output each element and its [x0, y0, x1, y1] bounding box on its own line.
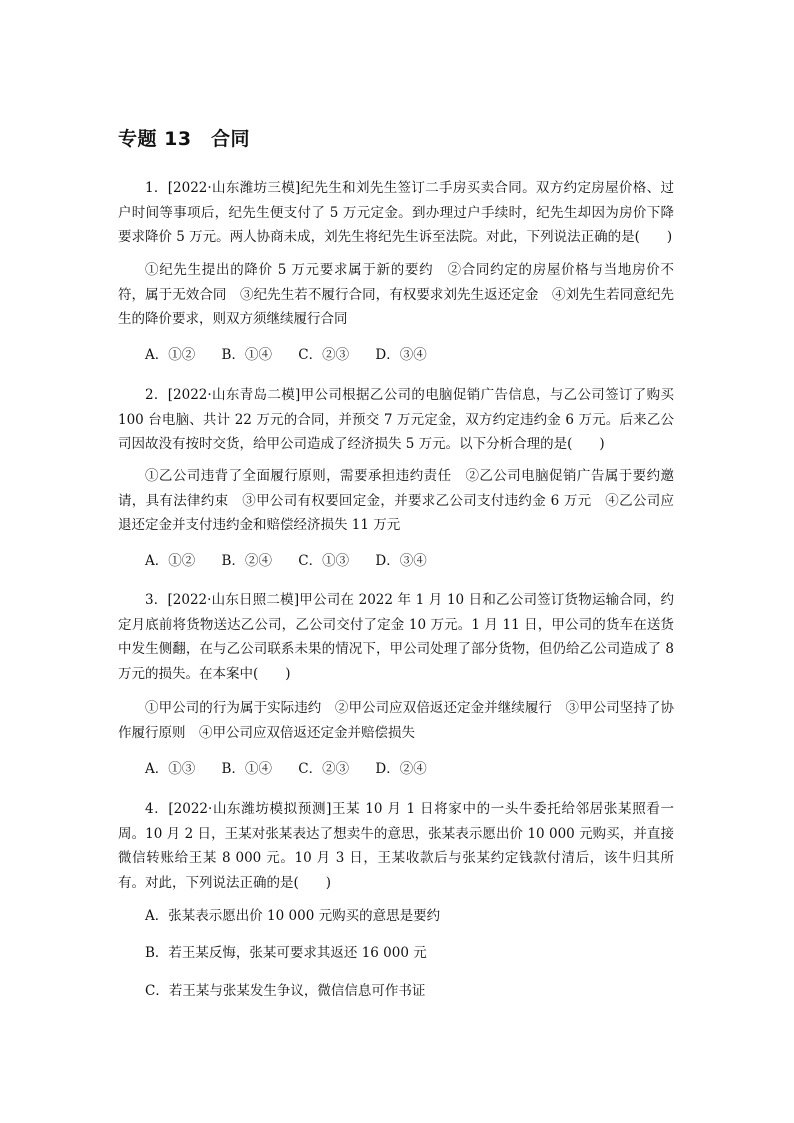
question-2-statements: ①乙公司违背了全面履行原则，需要承担违约责任 ②乙公司电脑促销广告属于要约邀请，具有法律约束 ③甲公司有权要回定金，并要求乙公司支付违约金 6 万元 ④乙公司应退还定金并支付违约金和赔偿经济损失 11 万元	[118, 468, 674, 533]
question-2-stem: 2．[2022·山东青岛二模]甲公司根据乙公司的电脑促销广告信息，与乙公司签订了购买 100 台电脑、共计 22 万元的合同，并预交 7 万元定金，双方约定违约金 6 万元。后来乙公司因故没有按时交货，给甲公司造成了经济损失 5 万元。以下分析合理的是( )	[118, 387, 674, 452]
question-3-statements: ①甲公司的行为属于实际违约 ②甲公司应双倍返还定金并继续履行 ③甲公司坚持了协作履行原则 ④甲公司应双倍返还定金并赔偿损失	[118, 700, 674, 741]
option-c[interactable]: C．①③	[298, 553, 350, 569]
option-a[interactable]: A．①③	[145, 761, 196, 777]
option-b[interactable]: B．②④	[221, 553, 272, 569]
question-4-choice-c[interactable]: C．若王某与张某发生争议，微信信息可作书证	[145, 983, 426, 999]
question-2-options	[145, 551, 449, 571]
question-3-options	[145, 759, 449, 779]
option-c[interactable]: C．②③	[298, 347, 350, 363]
question-3-stem: 3．[2022·山东日照二模]甲公司在 2022 年 1 月 10 日和乙公司签订货物运输合同，约定月底前将货物送达乙公司，乙公司交付了定金 10 万元。1 月 11 日，甲公司的货车在送货中发生侧翻，在与乙公司联系未果的情况下，甲公司处理了部分货物，但仍给乙公司造成了 8 万元的损失。在本案中( )	[118, 592, 674, 682]
question-1-options	[145, 345, 449, 365]
option-a[interactable]: A．①②	[145, 347, 196, 363]
question-4-choice-a[interactable]: A．张某表示愿出价 10 000 元购买的意思是要约	[145, 908, 441, 924]
option-b[interactable]: B．①④	[221, 761, 272, 777]
option-d[interactable]: D．③④	[375, 347, 427, 363]
option-d[interactable]: D．②④	[375, 761, 427, 777]
question-1-stem: 1．[2022·山东潍坊三模]纪先生和刘先生签订二手房买卖合同。双方约定房屋价格、过户时间等事项后，纪先生便支付了 5 万元定金。到办理过户手续时，纪先生却因为房价下降要求降价 5 万元。两人协商未成，刘先生将纪先生诉至法院。对此，下列说法正确的是( )	[118, 180, 674, 245]
option-c[interactable]: C．②③	[298, 761, 350, 777]
question-4-choice-b[interactable]: B．若王某反悔，张某可要求其返还 16 000 元	[145, 945, 427, 961]
option-b[interactable]: B．①④	[221, 347, 272, 363]
page-title: 专题 13 合同	[118, 128, 251, 150]
option-a[interactable]: A．①②	[145, 553, 196, 569]
option-d[interactable]: D．③④	[375, 553, 427, 569]
question-1-statements: ①纪先生提出的降价 5 万元要求属于新的要约 ②合同约定的房屋价格与当地房价不符，属于无效合同 ③纪先生若不履行合同，有权要求刘先生返还定金 ④刘先生若同意纪先生的降价要求，则双方须继续履行合同	[118, 262, 674, 327]
question-4-stem: 4．[2022·山东潍坊模拟预测]王某 10 月 1 日将家中的一头牛委托给邻居张某照看一周。10 月 2 日，王某对张某表达了想卖牛的意思，张某表示愿出价 10 000 元购买，并直接微信转账给王某 8 000 元。10 月 3 日，王某收款后与张某约定钱款付清后，该牛归其所有。对此，下列说法正确的是( )	[118, 801, 674, 891]
